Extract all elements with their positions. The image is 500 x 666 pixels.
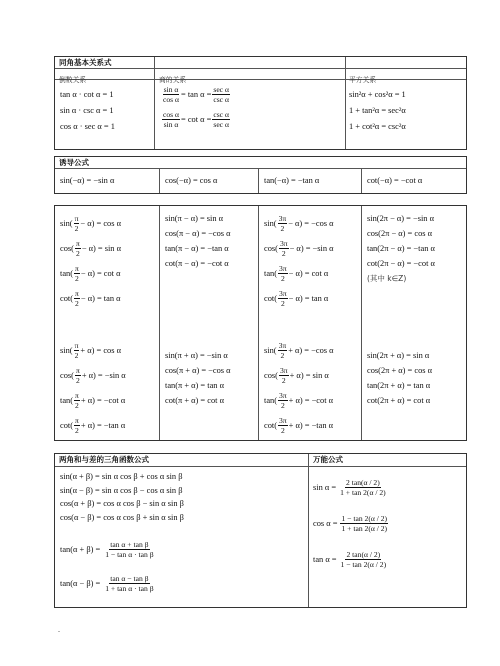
- integer-note: (其中 k∈Z): [367, 274, 407, 283]
- formula: sin²α + cos²α = 1: [349, 90, 406, 99]
- formula: $\frac{\text{sin α}}{\text{cos α}}$ = tan α = $\frac{\text{sec α}}{\text{csc α}}$: [163, 85, 229, 104]
- formula: sin ( $\frac{\pi}{2}$ − α) = cos α: [60, 214, 121, 233]
- footer-mark: .: [58, 625, 60, 634]
- formula: tan ( $\frac{3\pi}{2}$ + α) = −cot α: [264, 391, 334, 410]
- formula: tan α · cot α = 1: [60, 90, 114, 99]
- formula: sin α · csc α = 1: [60, 106, 114, 115]
- formula: cos(α − β) = cos α cos β + sin α sin β: [60, 512, 184, 522]
- formula: cot(π + α) = cot α: [165, 396, 224, 405]
- square-column-title: 平方关系: [349, 76, 377, 84]
- formula: tan(2π − α) = −tan α: [367, 244, 435, 253]
- three-half-pi-minus-formulas: [264, 211, 334, 311]
- formula: cot ( $\frac{\pi}{2}$ − α) = tan α: [60, 289, 121, 308]
- pi-plus-formulas: [165, 348, 231, 408]
- formula: sin(π − α) = sin α: [165, 214, 224, 223]
- formula: cos(2π + α) = cos α: [367, 366, 433, 375]
- formula: sin(π + α) = −sin α: [165, 351, 228, 360]
- three-half-pi-plus-formulas: [264, 338, 334, 438]
- formula: cos α · sec α = 1: [60, 122, 115, 131]
- formula: cos(π + α) = −cos α: [165, 366, 231, 375]
- formula: cot ( $\frac{3\pi}{2}$ − α) = tan α: [264, 289, 329, 308]
- quotient-formulas: [161, 85, 231, 129]
- formula: tan ( $\frac{3\pi}{2}$ − α) = cot α: [264, 264, 329, 283]
- formula: 1 + cot²α = csc²α: [349, 122, 406, 131]
- formula: cos ( $\frac{3\pi}{2}$ − α) = −sin α: [264, 239, 334, 258]
- formula: $\frac{\text{cos α}}{\text{sin α}}$ = cot α = $\frac{\text{csc α}}{\text{sec α}}$: [163, 110, 229, 129]
- tan-sum-formula: tan(α + β) = $\frac{\text{tan α + tan β}}{\text{1 − tan α · tan β}}$: [60, 540, 154, 559]
- formula: sin ( $\frac{\pi}{2}$ + α) = cos α: [60, 341, 121, 360]
- formula: sin(2π − α) = −sin α: [367, 214, 434, 223]
- formula: cot ( $\frac{3\pi}{2}$ + α) = −tan α: [264, 416, 334, 435]
- formula: cot ( $\frac{\pi}{2}$ + α) = −tan α: [60, 416, 126, 435]
- two-pi-minus-formulas: [367, 211, 435, 286]
- formula: cos(2π − α) = cos α: [367, 229, 433, 238]
- formula: cos ( $\frac{\pi}{2}$ + α) = −sin α: [60, 366, 126, 385]
- formula: cos(π − α) = −cos α: [165, 229, 231, 238]
- universal-sin-formula: sin α = $\frac{2 \tan(\alpha / 2)}{1 + \tan 2(\alpha / 2)}$: [313, 478, 386, 497]
- formula: cos(−α) = cos α: [165, 176, 218, 185]
- formula: sin(α + β) = sin α cos β + cos α sin β: [60, 472, 183, 481]
- two-pi-plus-formulas: [367, 348, 432, 408]
- square-formulas: [349, 87, 406, 135]
- quotient-column-title: 商的关系: [159, 76, 187, 84]
- universal-tan-formula: tan α = $\frac{2 \tan(\alpha / 2)}{1 - \tan 2(\alpha / 2)}$: [313, 550, 387, 569]
- formula: sin ( $\frac{3\pi}{2}$ − α) = −cos α: [264, 214, 334, 233]
- formula: 1 + tan²α = sec²α: [349, 106, 406, 115]
- formula: cos ( $\frac{3\pi}{2}$ + α) = sin α: [264, 366, 329, 385]
- formula: tan ( $\frac{\pi}{2}$ + α) = −cot α: [60, 391, 126, 410]
- formula: cos(α + β) = cos α cos β − sin α sin β: [60, 499, 184, 508]
- sum-and-universal-table: [54, 453, 467, 608]
- tan-difference-formula: tan(α − β) = $\frac{\text{tan α − tan β}}{\text{1 + tan α · tan β}}$: [60, 574, 154, 593]
- induction-grid: [54, 205, 467, 441]
- universal-cos-formula: cos α = $\frac{1 - \tan 2(\alpha / 2)}{1 + \tan 2(\alpha / 2)}$: [313, 514, 388, 533]
- half-pi-minus-formulas: [60, 211, 121, 311]
- formula: cot(π − α) = −cot α: [165, 259, 229, 268]
- half-pi-plus-formulas: [60, 338, 126, 438]
- formula: cot(2π − α) = −cot α: [367, 259, 435, 268]
- formula: sin(2π + α) = sin α: [367, 351, 430, 360]
- formula: cos ( $\frac{\pi}{2}$ − α) = sin α: [60, 239, 121, 258]
- formula: cot(2π + α) = cot α: [367, 396, 431, 405]
- sum-difference-formulas: [60, 470, 184, 524]
- formula: tan(2π + α) = tan α: [367, 381, 431, 390]
- formula: tan(−α) = −tan α: [264, 176, 320, 185]
- basic-relations-table: [54, 56, 467, 150]
- formula: sin(α − β) = sin α cos β − cos α sin β: [60, 485, 183, 495]
- sum-difference-title: 两角和与差的三角函数公式: [59, 455, 149, 464]
- pi-minus-formulas: [165, 211, 231, 271]
- formula: tan(π − α) = −tan α: [165, 244, 229, 253]
- induction-table: [54, 156, 467, 194]
- formula: cot(−α) = −cot α: [367, 176, 423, 185]
- basic-relations-title: 同角基本关系式: [55, 57, 466, 69]
- reciprocal-column-title: 倒数关系: [59, 76, 87, 84]
- formula: sin ( $\frac{3\pi}{2}$ + α) = −cos α: [264, 341, 334, 360]
- reciprocal-formulas: [60, 87, 115, 135]
- formula: sin(−α) = −sin α: [60, 176, 115, 185]
- induction-title: 诱导公式: [55, 157, 466, 169]
- formula: tan ( $\frac{\pi}{2}$ − α) = cot α: [60, 264, 121, 283]
- universal-title: 万能公式: [313, 455, 343, 464]
- formula: tan(π + α) = tan α: [165, 381, 224, 390]
